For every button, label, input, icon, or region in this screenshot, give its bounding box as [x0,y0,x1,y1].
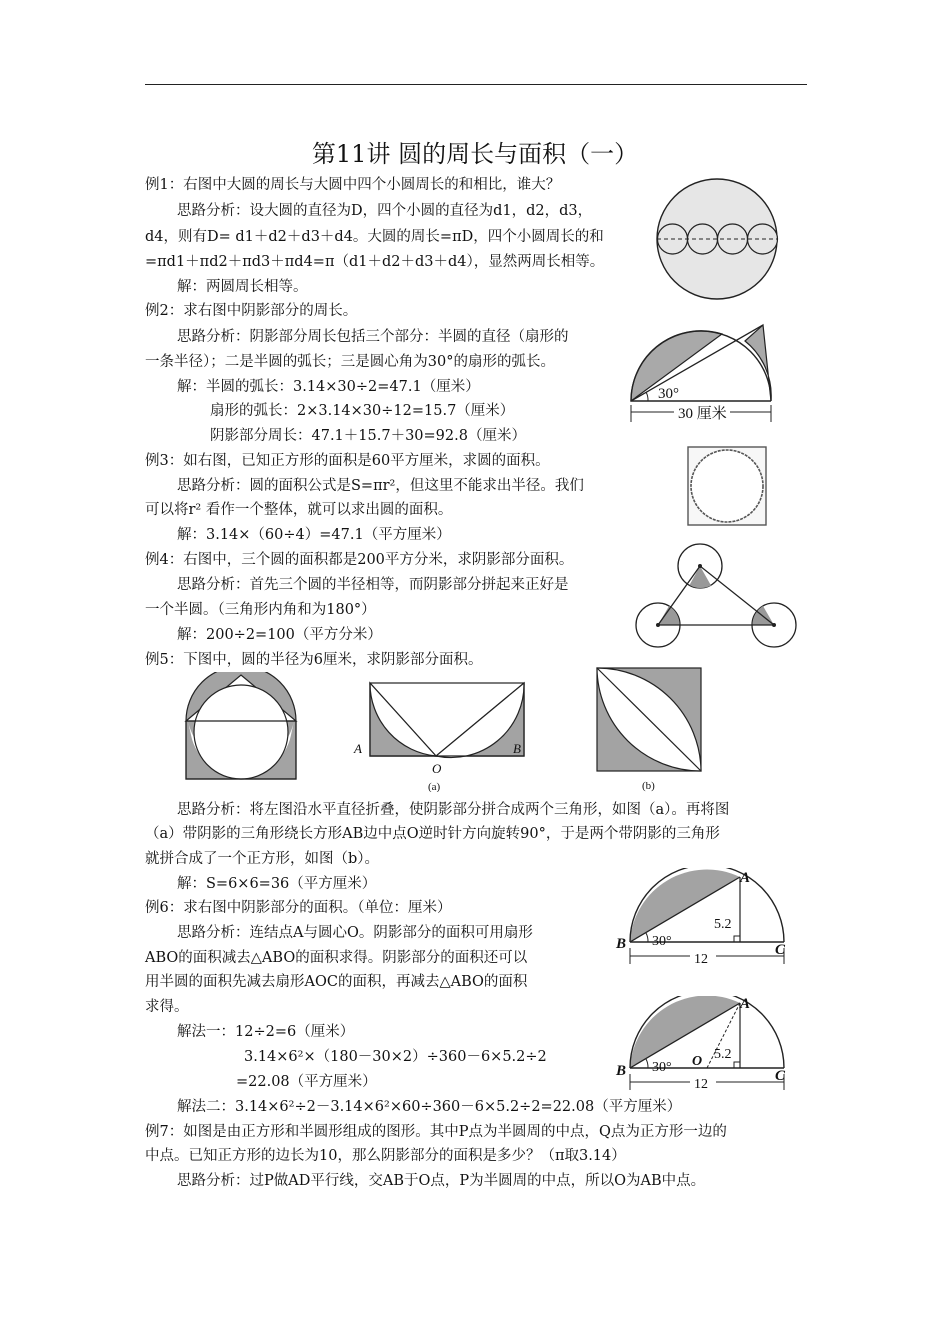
text-line: 一条半径）；二是半圆的弧长；三是圆心角为30°的扇形的弧长。 [145,354,555,370]
figure-ex6-1 [610,868,790,968]
text-line: 例3：如右图，已知正方形的面积是60平方厘米，求圆的面积。 [145,453,550,469]
figure-ex5-a [348,680,528,792]
header-rule [145,84,807,85]
text-line: 可以将r² 看作一个整体，就可以求出圆的面积。 [145,502,453,518]
text-line: d4，则有D= d1＋d2＋d3＋d4。大圆的周长=πD，四个小圆周长的和 [145,229,604,245]
text-line: 例5：下图中，圆的半径为6厘米，求阴影部分面积。 [145,652,483,668]
figure-ex1-circles [654,176,780,302]
text-line: 3.14×6²×（180－30×2）÷360－6×5.2÷2 [244,1049,547,1065]
ex5-label-b: B [513,741,521,756]
text-line: 思路分析：连结点A与圆心O。阴影部分的面积可用扇形 [177,925,533,941]
text-line: =22.08（平方厘米） [236,1074,377,1090]
text-line: 解：S=6×6=36（平方厘米） [177,876,377,892]
text-line: 例4：右图中，三个圆的面积都是200平方分米，求阴影部分面积。 [145,552,574,568]
figure-ex2-semicircle-sector [624,318,784,424]
text-line: 扇形的弧长：2×3.14×30÷12=15.7（厘米） [210,403,515,419]
text-line: 例7：如图是由正方形和半圆形组成的图形。其中P点为半圆周的中点，Q点为正方形一边的 [145,1124,727,1140]
ex6a-label-c: C [775,942,786,958]
text-line: 一个半圆。（三角形内角和为180°） [145,602,376,618]
figure-ex5-b [594,665,704,793]
ex6b-base: 12 [694,1077,708,1092]
ex5-label-o: O [432,761,442,776]
text-line: 思路分析：圆的面积公式是S=πr²，但这里不能求出半径。我们 [177,478,584,494]
ex6a-label-b: B [616,936,627,952]
text-line: 例6：求右图中阴影部分的面积。（单位：厘米） [145,900,452,916]
text-line: 解法二：3.14×6²÷2－3.14×6²×60÷360－6×5.2÷2=22.08（平方厘米） [177,1099,682,1115]
text-line: （a）带阴影的三角形绕长方形AB边中点O逆时针方向旋转90°，于是两个带阴影的三角形 [145,826,720,842]
ex6b-height: 5.2 [714,1047,732,1062]
ex6a-angle: 30° [652,934,672,949]
text-line: 解：3.14×（60÷4）=47.1（平方厘米） [177,527,451,543]
text-line: ABO的面积减去△ABO的面积求得。阴影部分的面积还可以 [145,950,528,966]
ex6b-label-b: B [616,1063,627,1079]
text-line: 思路分析：设大圆的直径为D，四个小圆的直径为d1，d2，d3， [177,203,593,219]
ex6b-label-a: A [740,996,751,1012]
ex6a-label-a: A [740,870,751,886]
text-line: 用半圆的面积先减去扇形AOC的面积，再减去△ABO的面积 [145,974,528,990]
ex6a-height: 5.2 [714,917,732,932]
figure-ex6-2 [610,996,790,1092]
ex5-caption-a: (a) [428,781,441,792]
text-line: 就拼合成了一个正方形，如图（b）。 [145,851,380,867]
page-title: 第11讲 圆的周长与面积（一） [311,140,639,168]
text-line: 阴影部分周长：47.1＋15.7＋30=92.8（厘米） [210,428,526,444]
ex2-length-label: 30 厘米 [678,406,727,422]
figure-ex3-circle-in-square [687,446,767,526]
ex5-caption-b: (b) [642,780,655,792]
text-line: 解：半圆的弧长：3.14×30÷2=47.1（厘米） [177,379,480,395]
text-line: 思路分析：阴影部分周长包括三个部分：半圆的直径（扇形的 [177,329,569,345]
figure-ex4-three-circles [634,541,800,651]
ex5-label-a: A [354,741,362,756]
text-line: 解：两圆周长相等。 [177,279,308,295]
ex2-angle-label: 30° [658,386,679,402]
text-line: 思路分析：过P做AD平行线，交AB于O点，P为半圆周的中点，所以O为AB中点。 [177,1173,706,1189]
text-line: 求得。 [145,999,189,1015]
text-line: 解法一：12÷2=6（厘米） [177,1024,355,1040]
text-line: 中点。已知正方形的边长为10，那么阴影部分的面积是多少？（π取3.14） [145,1148,626,1164]
ex6b-angle: 30° [652,1060,672,1075]
ex6b-label-o: O [692,1054,703,1069]
ex6a-base: 12 [694,952,708,967]
ex6b-label-c: C [775,1068,786,1084]
figure-ex5-left [183,672,299,782]
text-line: 思路分析：将左图沿水平直径折叠，使阴影部分拼合成两个三角形，如图（a）。再将图 [177,802,730,818]
text-line: 解：200÷2=100（平方分米） [177,627,382,643]
text-line: =πd1＋πd2＋πd3＋πd4=π（d1＋d2＋d3＋d4），显然两周长相等。 [145,254,605,270]
text-line: 例1：右图中大圆的周长与大圆中四个小圆周长的和相比，谁大？ [145,177,561,193]
text-line: 思路分析：首先三个圆的半径相等，而阴影部分拼起来正好是 [177,577,569,593]
text-line: 例2：求右图中阴影部分的周长。 [145,303,358,319]
